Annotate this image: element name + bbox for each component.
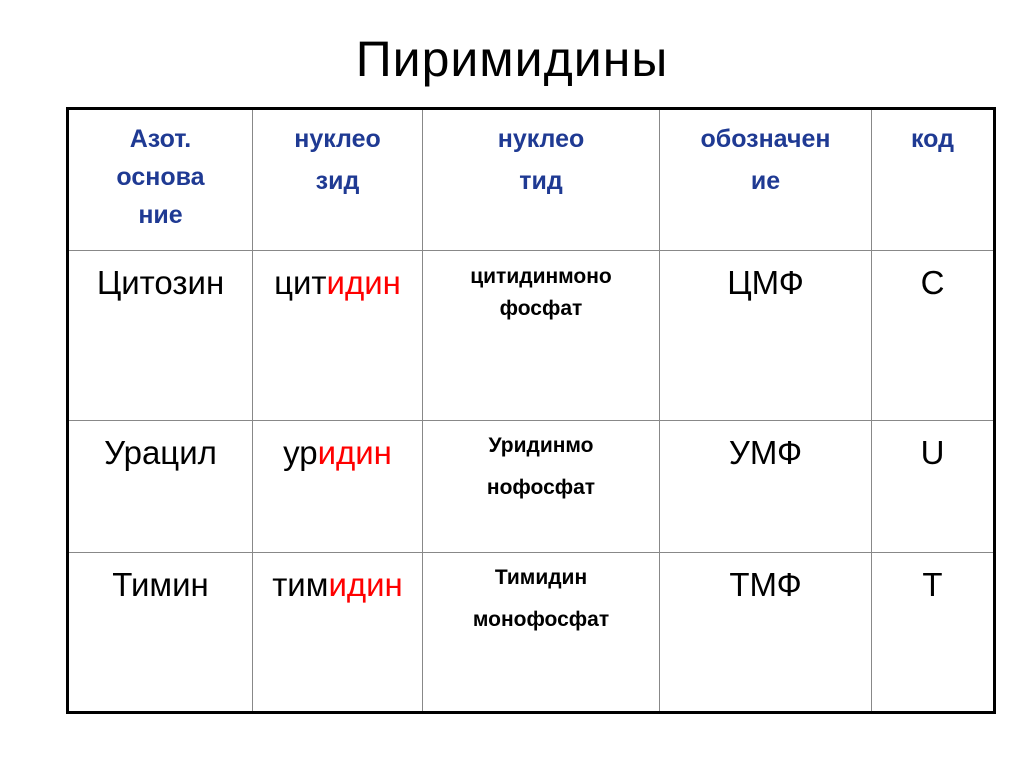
cell-nucleotide: [423, 553, 660, 713]
table-row: [68, 421, 995, 553]
cell-base: [68, 421, 253, 553]
nucleoside-stem: ур: [283, 434, 318, 471]
designation: ТМФ: [729, 566, 802, 603]
nucleotide-line-2: фосфат: [499, 297, 583, 320]
header-code: [872, 109, 995, 251]
header-code-label: код: [911, 125, 954, 153]
nucleoside-stem: цит: [274, 264, 327, 301]
header-base-line-2: основа: [116, 163, 205, 191]
header-base-line-3: ние: [138, 201, 183, 229]
header-designation-line-1: обозначен: [700, 125, 831, 153]
code: U: [920, 434, 945, 471]
page-title: Пиримидины: [355, 31, 669, 87]
nucleoside-suffix: идин: [317, 434, 392, 471]
cell-nucleotide: [423, 421, 660, 553]
nucleotide-line-2: нофосфат: [486, 476, 596, 499]
header-base: [68, 109, 253, 251]
code: C: [920, 264, 945, 301]
cell-nucleoside: [253, 421, 423, 553]
pyrimidines-table: [66, 107, 996, 714]
designation: УМФ: [728, 434, 803, 471]
header-designation: [660, 109, 872, 251]
header-base-line-1: Азот.: [129, 125, 192, 153]
header-nucleoside-line-2: зид: [315, 167, 360, 195]
cell-base: [68, 553, 253, 713]
cell-designation: [660, 251, 872, 421]
table-row: [68, 251, 995, 421]
cell-code: [872, 251, 995, 421]
code: T: [922, 566, 943, 603]
cell-nucleoside: [253, 553, 423, 713]
cell-code: [872, 553, 995, 713]
nucleotide-line-1: цитидинмоно: [470, 265, 612, 288]
cell-base: [68, 251, 253, 421]
nucleoside-suffix: идин: [328, 566, 403, 603]
cell-code: [872, 421, 995, 553]
cell-nucleoside: [253, 251, 423, 421]
cell-designation: [660, 421, 872, 553]
header-nucleoside-line-1: нуклео: [294, 125, 381, 153]
cell-designation: [660, 553, 872, 713]
nucleotide-line-1: Уридинмо: [488, 434, 594, 457]
table-row: [68, 553, 995, 713]
header-nucleotide: [423, 109, 660, 251]
nucleotide-line-1: Тимидин: [494, 566, 588, 589]
base-name: Цитозин: [96, 264, 225, 301]
base-name: Тимин: [112, 566, 209, 603]
nucleoside-stem: тим: [272, 566, 329, 603]
header-nucleoside: [253, 109, 423, 251]
nucleotide-line-2: монофосфат: [472, 608, 610, 631]
cell-nucleotide: [423, 251, 660, 421]
header-designation-line-2: ие: [750, 167, 781, 195]
header-nucleotide-line-2: тид: [519, 167, 563, 195]
nucleoside-suffix: идин: [326, 264, 401, 301]
header-nucleotide-line-1: нуклео: [497, 125, 585, 153]
designation: ЦМФ: [727, 264, 804, 301]
table-header-row: [68, 109, 995, 251]
base-name: Урацил: [104, 434, 217, 471]
